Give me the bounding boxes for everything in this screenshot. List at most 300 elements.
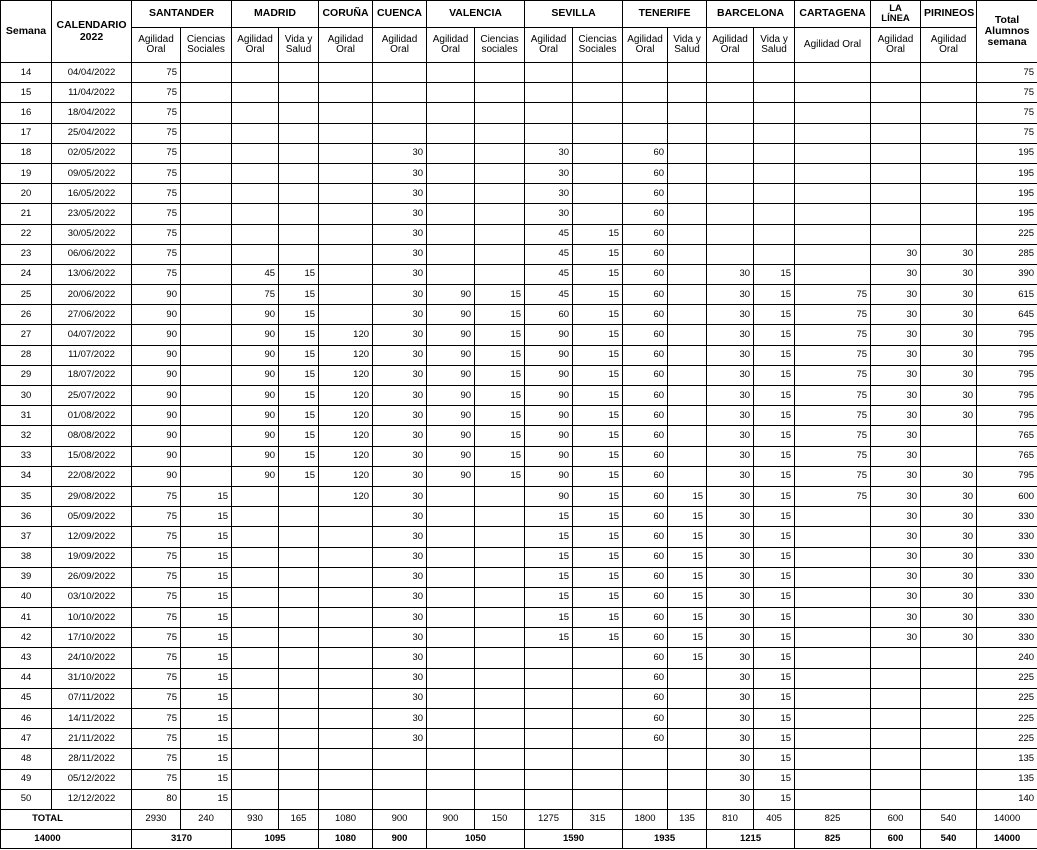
row-total-cell: 195 (977, 143, 1037, 163)
value-cell (279, 103, 319, 123)
value-cell: 15 (181, 628, 232, 648)
value-cell: 15 (754, 386, 795, 406)
week-cell: 17 (1, 123, 52, 143)
column-total-cell: 1080 (319, 809, 373, 829)
value-cell: 75 (132, 63, 181, 83)
value-cell: 15 (754, 325, 795, 345)
value-cell (668, 123, 707, 143)
value-cell (181, 163, 232, 183)
value-cell: 15 (754, 648, 795, 668)
value-cell (754, 63, 795, 83)
value-cell (668, 63, 707, 83)
row-total-cell: 75 (977, 103, 1037, 123)
value-cell: 15 (754, 709, 795, 729)
date-cell: 10/10/2022 (52, 608, 132, 628)
value-cell: 90 (132, 325, 181, 345)
value-cell: 15 (754, 608, 795, 628)
value-cell: 60 (623, 163, 668, 183)
value-cell: 30 (921, 547, 977, 567)
value-cell: 30 (373, 305, 427, 325)
value-cell: 30 (871, 345, 921, 365)
value-cell (871, 789, 921, 809)
value-cell: 15 (754, 264, 795, 284)
value-cell (232, 688, 279, 708)
value-cell (319, 83, 373, 103)
date-cell: 01/08/2022 (52, 406, 132, 426)
value-cell (232, 163, 279, 183)
value-cell: 30 (373, 688, 427, 708)
week-cell: 18 (1, 143, 52, 163)
value-cell: 15 (754, 769, 795, 789)
value-cell: 30 (707, 386, 754, 406)
date-cell: 18/07/2022 (52, 365, 132, 385)
group-header-santander: SANTANDER (132, 1, 232, 28)
date-cell: 04/04/2022 (52, 63, 132, 83)
value-cell: 30 (707, 285, 754, 305)
value-cell: 60 (623, 426, 668, 446)
value-cell: 60 (623, 345, 668, 365)
value-cell: 30 (525, 204, 573, 224)
value-cell (279, 547, 319, 567)
value-cell: 15 (754, 749, 795, 769)
value-cell: 15 (181, 789, 232, 809)
value-cell: 75 (132, 83, 181, 103)
week-cell: 23 (1, 244, 52, 264)
value-cell (754, 184, 795, 204)
value-cell (795, 83, 871, 103)
value-cell: 30 (373, 486, 427, 506)
row-total-cell: 795 (977, 406, 1037, 426)
value-cell (232, 709, 279, 729)
value-cell (623, 769, 668, 789)
table-row (1, 507, 1037, 527)
value-cell: 30 (921, 244, 977, 264)
value-cell (921, 83, 977, 103)
table-body (1, 63, 1037, 849)
value-cell (525, 83, 573, 103)
value-cell (921, 184, 977, 204)
value-cell: 15 (754, 567, 795, 587)
week-cell: 25 (1, 285, 52, 305)
group-header-coruna: CORUÑA (319, 1, 373, 28)
value-cell (181, 466, 232, 486)
value-cell (573, 204, 623, 224)
value-cell: 30 (373, 184, 427, 204)
value-cell: 30 (707, 709, 754, 729)
value-cell: 15 (573, 628, 623, 648)
row-total-cell: 75 (977, 63, 1037, 83)
value-cell (475, 547, 525, 567)
value-cell (668, 103, 707, 123)
value-cell (427, 547, 475, 567)
value-cell: 15 (475, 386, 525, 406)
value-cell: 15 (475, 446, 525, 466)
value-cell: 30 (921, 264, 977, 284)
row-total-cell: 75 (977, 83, 1037, 103)
value-cell (279, 184, 319, 204)
row-total-cell: 330 (977, 608, 1037, 628)
week-cell: 46 (1, 709, 52, 729)
column-total-cell: 150 (475, 809, 525, 829)
table-row (1, 709, 1037, 729)
value-cell: 90 (427, 305, 475, 325)
value-cell (795, 729, 871, 749)
column-total-cell: 315 (573, 809, 623, 829)
value-cell (427, 688, 475, 708)
value-cell (707, 224, 754, 244)
column-total-cell: 240 (181, 809, 232, 829)
value-cell: 120 (319, 345, 373, 365)
value-cell (181, 345, 232, 365)
value-cell (319, 123, 373, 143)
value-cell (795, 709, 871, 729)
row-total-cell: 645 (977, 305, 1037, 325)
row-total-cell: 330 (977, 547, 1037, 567)
value-cell (427, 567, 475, 587)
value-cell (795, 668, 871, 688)
table-row (1, 406, 1037, 426)
table-row (1, 648, 1037, 668)
value-cell (319, 567, 373, 587)
value-cell (795, 547, 871, 567)
value-cell (707, 244, 754, 264)
value-cell (795, 244, 871, 264)
row-total-cell: 600 (977, 486, 1037, 506)
value-cell (427, 83, 475, 103)
value-cell (181, 365, 232, 385)
value-cell (668, 325, 707, 345)
totals-row (1, 809, 1037, 829)
value-cell (232, 83, 279, 103)
value-cell: 15 (279, 386, 319, 406)
value-cell: 15 (754, 547, 795, 567)
value-cell (871, 123, 921, 143)
header-sub-row (1, 28, 1037, 63)
value-cell: 90 (427, 386, 475, 406)
value-cell: 15 (525, 587, 573, 607)
value-cell (871, 163, 921, 183)
value-cell: 30 (921, 486, 977, 506)
value-cell (623, 789, 668, 809)
value-cell (232, 587, 279, 607)
value-cell (427, 709, 475, 729)
value-cell: 15 (475, 365, 525, 385)
value-cell (795, 587, 871, 607)
value-cell (427, 63, 475, 83)
value-cell (475, 244, 525, 264)
week-cell: 42 (1, 628, 52, 648)
value-cell (795, 143, 871, 163)
value-cell: 75 (132, 486, 181, 506)
value-cell: 30 (871, 264, 921, 284)
value-cell: 30 (871, 426, 921, 446)
value-cell (707, 123, 754, 143)
value-cell (279, 648, 319, 668)
value-cell (475, 264, 525, 284)
value-cell (795, 264, 871, 284)
date-cell: 12/09/2022 (52, 527, 132, 547)
value-cell: 30 (707, 466, 754, 486)
value-cell: 30 (707, 486, 754, 506)
value-cell: 15 (181, 648, 232, 668)
value-cell: 30 (707, 648, 754, 668)
value-cell (871, 83, 921, 103)
value-cell: 60 (623, 688, 668, 708)
value-cell: 15 (573, 406, 623, 426)
value-cell: 15 (475, 325, 525, 345)
value-cell: 30 (373, 668, 427, 688)
row-total-cell: 225 (977, 688, 1037, 708)
sub-header: Agilidad Oral (232, 28, 279, 63)
value-cell: 15 (668, 628, 707, 648)
group-header-sevilla: SEVILLA (525, 1, 623, 28)
value-cell: 15 (573, 285, 623, 305)
value-cell (279, 668, 319, 688)
row-total-cell: 795 (977, 345, 1037, 365)
value-cell: 30 (707, 325, 754, 345)
value-cell (319, 608, 373, 628)
value-cell (573, 184, 623, 204)
week-cell: 22 (1, 224, 52, 244)
week-cell: 24 (1, 264, 52, 284)
date-cell: 14/11/2022 (52, 709, 132, 729)
value-cell: 15 (573, 547, 623, 567)
row-total-cell: 330 (977, 628, 1037, 648)
value-cell (573, 688, 623, 708)
value-cell: 60 (623, 466, 668, 486)
table-row (1, 608, 1037, 628)
value-cell: 30 (707, 769, 754, 789)
group-total-cell: 825 (795, 829, 871, 848)
value-cell (475, 769, 525, 789)
value-cell: 90 (427, 466, 475, 486)
value-cell: 30 (373, 345, 427, 365)
value-cell (573, 709, 623, 729)
value-cell: 60 (623, 386, 668, 406)
value-cell: 60 (525, 305, 573, 325)
value-cell: 90 (132, 466, 181, 486)
group-header-cuenca: CUENCA (373, 1, 427, 28)
value-cell (668, 204, 707, 224)
value-cell (279, 224, 319, 244)
value-cell: 60 (623, 204, 668, 224)
value-cell: 75 (132, 204, 181, 224)
row-total-cell: 225 (977, 224, 1037, 244)
table-row (1, 446, 1037, 466)
column-total-cell: 600 (871, 809, 921, 829)
value-cell: 60 (623, 567, 668, 587)
group-header-tenerife: TENERIFE (623, 1, 707, 28)
value-cell (475, 103, 525, 123)
value-cell (427, 668, 475, 688)
value-cell (475, 184, 525, 204)
value-cell (707, 83, 754, 103)
value-cell (668, 386, 707, 406)
value-cell: 15 (754, 729, 795, 749)
value-cell: 30 (373, 729, 427, 749)
value-cell (623, 83, 668, 103)
value-cell: 90 (525, 365, 573, 385)
date-cell: 04/07/2022 (52, 325, 132, 345)
table-row (1, 345, 1037, 365)
week-cell: 15 (1, 83, 52, 103)
value-cell (427, 527, 475, 547)
value-cell (475, 143, 525, 163)
value-cell (668, 466, 707, 486)
value-cell: 30 (707, 406, 754, 426)
sub-header: Agilidad Oral (921, 28, 977, 63)
week-cell: 40 (1, 587, 52, 607)
value-cell (232, 648, 279, 668)
value-cell (427, 729, 475, 749)
value-cell: 30 (373, 224, 427, 244)
value-cell (232, 123, 279, 143)
value-cell: 75 (132, 527, 181, 547)
group-total-cell: 600 (871, 829, 921, 848)
column-total-cell: 405 (754, 809, 795, 829)
date-cell: 12/12/2022 (52, 789, 132, 809)
value-cell (232, 769, 279, 789)
value-cell: 15 (181, 668, 232, 688)
value-cell: 30 (707, 668, 754, 688)
sub-header: Agilidad Oral (623, 28, 668, 63)
value-cell (525, 123, 573, 143)
table-row (1, 567, 1037, 587)
value-cell: 60 (623, 729, 668, 749)
value-cell: 120 (319, 386, 373, 406)
row-total-cell: 225 (977, 709, 1037, 729)
week-cell: 43 (1, 648, 52, 668)
value-cell (279, 123, 319, 143)
value-cell: 15 (573, 224, 623, 244)
value-cell (181, 103, 232, 123)
value-cell (279, 527, 319, 547)
value-cell (475, 507, 525, 527)
value-cell: 60 (623, 446, 668, 466)
row-total-cell: 135 (977, 769, 1037, 789)
row-total-cell: 330 (977, 567, 1037, 587)
value-cell: 30 (373, 628, 427, 648)
value-cell (795, 527, 871, 547)
value-cell (475, 668, 525, 688)
value-cell: 90 (427, 325, 475, 345)
value-cell (573, 163, 623, 183)
value-cell: 15 (573, 345, 623, 365)
value-cell (319, 547, 373, 567)
value-cell: 60 (623, 184, 668, 204)
value-cell: 15 (754, 789, 795, 809)
value-cell: 15 (279, 426, 319, 446)
value-cell (279, 163, 319, 183)
week-cell: 41 (1, 608, 52, 628)
group-header-pirineos: PIRINEOS (921, 1, 977, 28)
value-cell: 75 (132, 547, 181, 567)
value-cell (707, 163, 754, 183)
week-cell: 47 (1, 729, 52, 749)
week-cell: 39 (1, 567, 52, 587)
value-cell: 30 (707, 729, 754, 749)
value-cell: 30 (707, 264, 754, 284)
value-cell: 90 (232, 325, 279, 345)
value-cell (319, 769, 373, 789)
week-cell: 19 (1, 163, 52, 183)
value-cell: 30 (373, 709, 427, 729)
value-cell: 75 (132, 648, 181, 668)
value-cell (668, 244, 707, 264)
value-cell (668, 264, 707, 284)
value-cell (573, 83, 623, 103)
value-cell (668, 688, 707, 708)
value-cell (279, 204, 319, 224)
value-cell (754, 123, 795, 143)
week-cell: 38 (1, 547, 52, 567)
value-cell: 15 (573, 386, 623, 406)
value-cell: 15 (525, 628, 573, 648)
value-cell: 30 (707, 527, 754, 547)
week-cell: 16 (1, 103, 52, 123)
value-cell: 75 (795, 446, 871, 466)
row-total-cell: 285 (977, 244, 1037, 264)
value-cell: 75 (132, 769, 181, 789)
value-cell (475, 587, 525, 607)
value-cell: 15 (573, 587, 623, 607)
table-row (1, 83, 1037, 103)
value-cell: 30 (871, 507, 921, 527)
value-cell (373, 769, 427, 789)
value-cell: 75 (132, 184, 181, 204)
value-cell: 90 (427, 446, 475, 466)
value-cell (319, 204, 373, 224)
total-alumnos-header: Total Alumnos semana (977, 1, 1037, 63)
value-cell: 30 (707, 587, 754, 607)
value-cell: 30 (871, 527, 921, 547)
value-cell: 60 (623, 507, 668, 527)
value-cell (181, 224, 232, 244)
sub-header: Agilidad Oral (132, 28, 181, 63)
date-cell: 29/08/2022 (52, 486, 132, 506)
value-cell: 15 (754, 688, 795, 708)
value-cell (181, 123, 232, 143)
group-header-la-linea: LA LÍNEA (871, 1, 921, 28)
value-cell (475, 567, 525, 587)
value-cell (871, 184, 921, 204)
value-cell: 30 (707, 507, 754, 527)
date-cell: 28/11/2022 (52, 749, 132, 769)
value-cell: 90 (132, 426, 181, 446)
week-cell: 14 (1, 63, 52, 83)
value-cell: 75 (132, 163, 181, 183)
value-cell: 75 (232, 285, 279, 305)
value-cell: 90 (525, 406, 573, 426)
value-cell: 30 (871, 486, 921, 506)
table-row (1, 789, 1037, 809)
date-cell: 07/11/2022 (52, 688, 132, 708)
value-cell: 75 (795, 285, 871, 305)
value-cell (668, 83, 707, 103)
table-row (1, 749, 1037, 769)
value-cell (427, 486, 475, 506)
value-cell: 15 (573, 486, 623, 506)
value-cell (232, 244, 279, 264)
value-cell: 30 (707, 426, 754, 446)
value-cell: 120 (319, 406, 373, 426)
value-cell (668, 285, 707, 305)
value-cell (181, 285, 232, 305)
value-cell: 75 (795, 325, 871, 345)
value-cell: 60 (623, 224, 668, 244)
value-cell (319, 789, 373, 809)
column-total-cell: 900 (427, 809, 475, 829)
